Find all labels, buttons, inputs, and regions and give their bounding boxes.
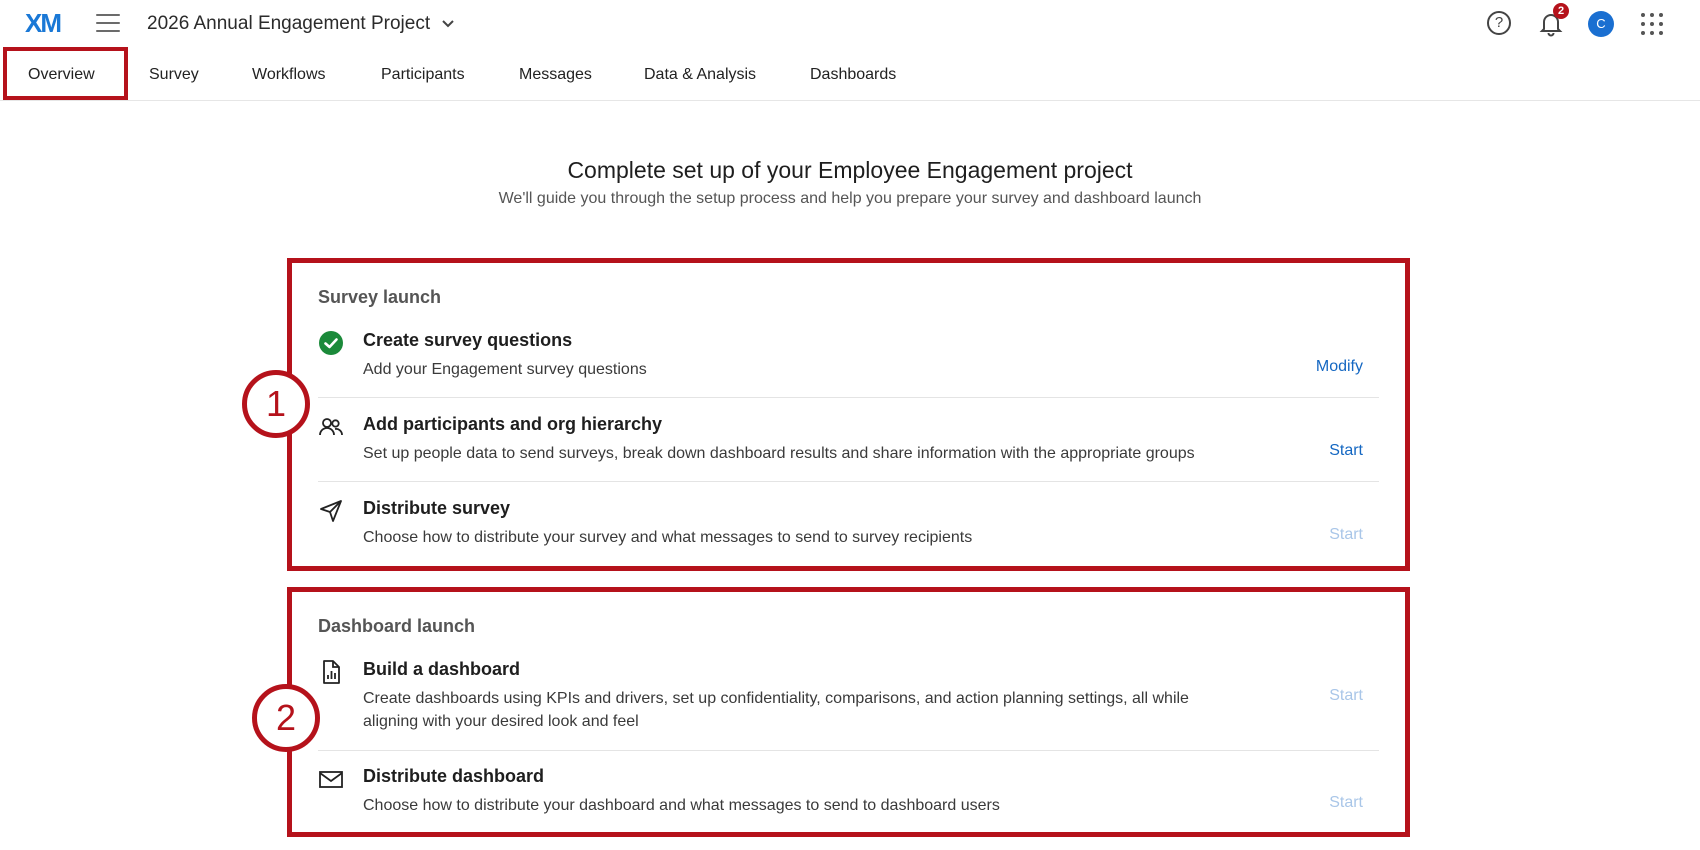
section-title: Survey launch: [318, 287, 442, 307]
start-link[interactable]: Start: [1329, 794, 1363, 811]
project-title: 2026 Annual Engagement Project: [147, 13, 431, 35]
help-icon[interactable]: ?: [1487, 11, 1511, 35]
task-title: Create survey questions: [363, 330, 573, 350]
tab-dashboards[interactable]: Dashboards: [810, 66, 897, 83]
start-link[interactable]: Start: [1329, 526, 1363, 543]
callout-number: 1: [242, 370, 310, 438]
task-title: Build a dashboard: [363, 659, 521, 679]
top-header: [0, 0, 1700, 48]
task-description: Create dashboards using KPIs and drivers, set up confidentiality, comparisons, and action planning settings, all while aligning with your desired look and feel: [363, 690, 1189, 730]
overview-tab-highlight: [3, 47, 128, 100]
divider: [318, 481, 1379, 482]
start-link[interactable]: Start: [1329, 442, 1363, 459]
task-description: Add your Engagement survey questions: [363, 361, 647, 378]
avatar[interactable]: C: [1588, 11, 1614, 37]
task-title: Distribute dashboard: [363, 766, 545, 786]
apps-grid-icon[interactable]: [1641, 13, 1663, 35]
start-link[interactable]: Start: [1329, 687, 1363, 704]
notification-badge: 2: [1553, 3, 1569, 19]
task-description: Set up people data to send surveys, break down dashboard results and share information with the appropriate groups: [363, 445, 1195, 462]
project-title-dropdown[interactable]: [147, 13, 455, 35]
envelope-icon: [318, 766, 344, 792]
task-title: Distribute survey: [363, 498, 511, 518]
tab-workflows[interactable]: Workflows: [252, 66, 326, 83]
send-icon: [318, 498, 344, 524]
divider: [318, 750, 1379, 751]
tab-survey[interactable]: Survey: [149, 66, 199, 83]
chart-document-icon: [318, 659, 344, 685]
dashboard-launch-section: [287, 587, 1410, 837]
callout-number: 2: [252, 684, 320, 752]
task-description: Choose how to distribute your dashboard and what messages to send to dashboard users: [363, 797, 1000, 814]
page-title: Complete set up of your Employee Engagement project: [567, 157, 1133, 183]
menu-icon[interactable]: [96, 14, 120, 34]
tab-overview[interactable]: Overview: [28, 66, 95, 83]
task-title: Add participants and org hierarchy: [363, 414, 663, 434]
task-description: Choose how to distribute your survey and what messages to send to survey recipients: [363, 529, 973, 546]
chevron-down-icon: [441, 13, 455, 35]
tab-data-analysis[interactable]: Data & Analysis: [644, 66, 757, 83]
page-subtitle: We'll guide you through the setup process and help you prepare your survey and dashboard launch: [498, 190, 1202, 207]
tab-messages[interactable]: Messages: [519, 66, 592, 83]
divider: [318, 397, 1379, 398]
project-tabs: [0, 52, 1700, 101]
people-icon: [318, 414, 344, 440]
xm-logo[interactable]: XM: [25, 8, 60, 38]
modify-link[interactable]: Modify: [1315, 358, 1363, 375]
survey-launch-section: [287, 258, 1410, 571]
check-circle-icon: [318, 330, 344, 356]
tab-participants[interactable]: Participants: [381, 66, 465, 83]
section-title: Dashboard launch: [318, 616, 476, 636]
